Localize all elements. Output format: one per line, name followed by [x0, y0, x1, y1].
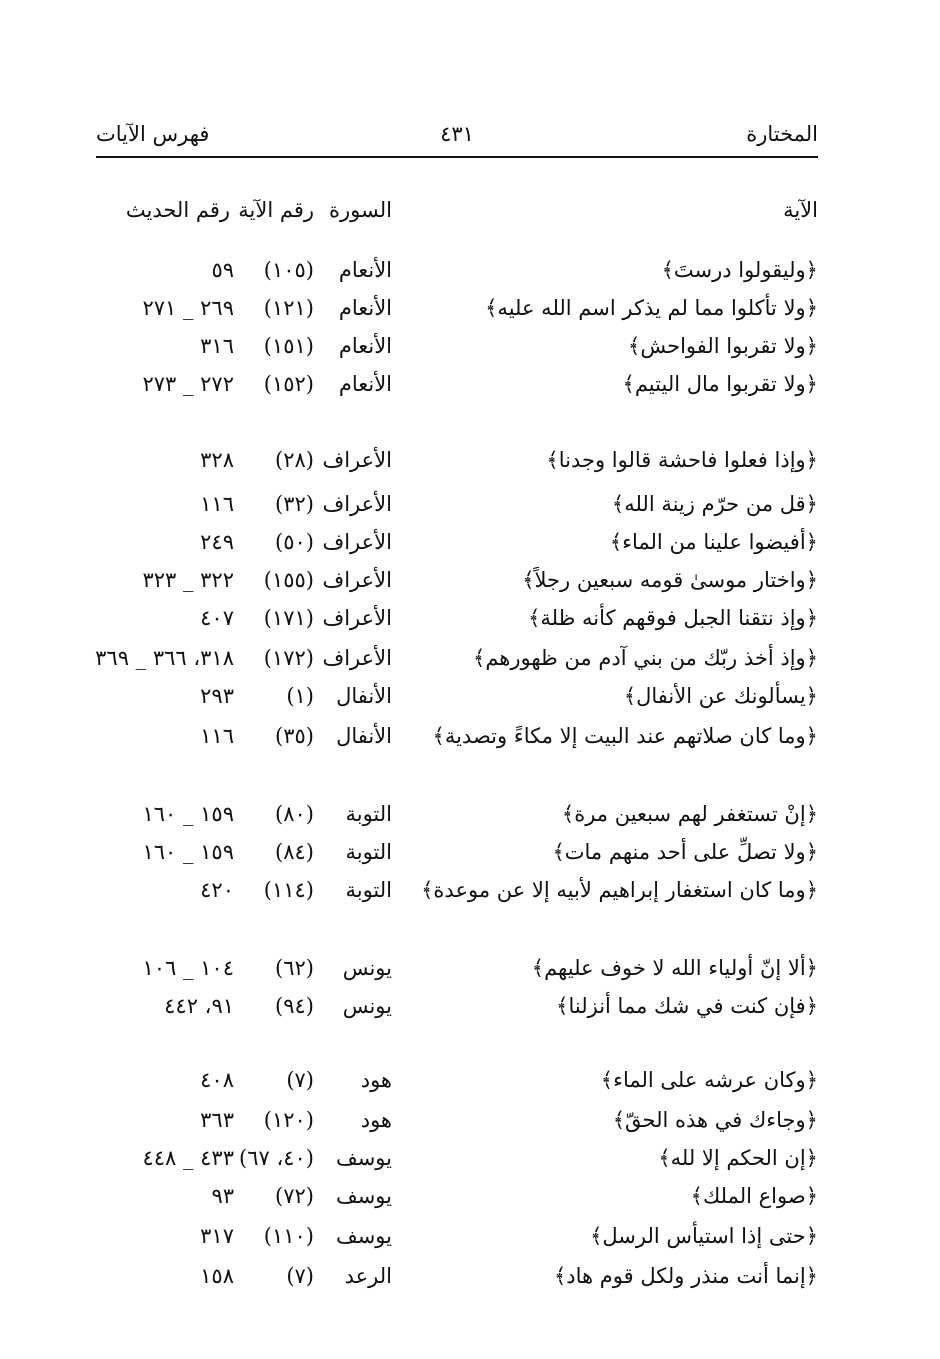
surah-name: الأنعام	[338, 372, 392, 396]
ayah-number: (٣٥)	[275, 724, 314, 748]
hadith-numbers: ٤٣٣ _ ٤٤٨	[142, 1146, 234, 1170]
surah-name: هود	[360, 1108, 392, 1132]
surah-name: الأعراف	[322, 530, 392, 554]
header-rule	[96, 156, 818, 158]
surah-name: الأعراف	[322, 492, 392, 516]
verse-text: ﴿وما كان صلاتهم عند البيت إلا مكاءً وتصدية﴾	[432, 724, 818, 748]
index-row	[0, 334, 940, 368]
hadith-numbers: ٩٣	[211, 1184, 234, 1208]
ayah-number: (٤٠، ٦٧)	[239, 1146, 314, 1170]
hadith-numbers: ١١٦	[200, 724, 234, 748]
ayah-number: (٣٢)	[275, 492, 314, 516]
ayah-number: (١١٠)	[263, 1224, 314, 1248]
index-row	[0, 878, 940, 912]
hadith-numbers: ٣١٦	[200, 334, 234, 358]
hadith-numbers: ٤٠٧	[200, 606, 234, 630]
hadith-numbers: ١٠٤ _ ١٠٦	[142, 956, 234, 980]
index-row	[0, 684, 940, 718]
verse-text: ﴿إنْ تستغفر لهم سبعين مرة﴾	[561, 802, 818, 826]
surah-name: يونس	[342, 994, 392, 1018]
index-row	[0, 530, 940, 564]
ayah-number: (١٢١)	[263, 296, 314, 320]
surah-name: الأنفال	[336, 684, 392, 708]
index-row	[0, 296, 940, 330]
hadith-numbers: ٣١٨، ٣٦٦ _ ٣٦٩	[95, 646, 234, 670]
ayah-number: (١٠٥)	[263, 258, 314, 282]
ayah-number: (٩٤)	[275, 994, 314, 1018]
index-row	[0, 956, 940, 990]
hadith-numbers: ٣٦٣	[200, 1108, 234, 1132]
verse-text: ﴿واختار موسىٰ قومه سبعين رجلاً﴾	[522, 568, 818, 592]
hadith-numbers: ٢٩٣	[200, 684, 234, 708]
verse-text: ﴿حتى إذا استيأس الرسل﴾	[590, 1224, 818, 1248]
verse-text: ﴿وجاءك في هذه الحقّ﴾	[612, 1108, 818, 1132]
ayah-number: (٥٠)	[275, 530, 314, 554]
verse-text: ﴿إن الحكم إلا لله﴾	[658, 1146, 818, 1170]
verse-text: ﴿إنما أنت منذر ولكل قوم هاد﴾	[553, 1264, 818, 1288]
verse-text: ﴿وإذ أخذ ربّك من بني آدم من ظهورهم﴾	[473, 646, 818, 670]
hadith-numbers: ١٥٩ _ ١٦٠	[142, 802, 234, 826]
column-header-surah: السورة	[329, 198, 392, 222]
verse-text: ﴿وإذا فعلوا فاحشة قالوا وجدنا﴾	[546, 448, 818, 472]
verse-text: ﴿ولا تقربوا مال اليتيم﴾	[622, 372, 818, 396]
hadith-numbers: ٤٠٨	[200, 1068, 234, 1092]
column-header-verse: الآية	[783, 198, 818, 222]
index-row	[0, 1224, 940, 1258]
hadith-numbers: ٢٦٩ _ ٢٧١	[142, 296, 234, 320]
hadith-numbers: ٢٧٢ _ ٢٧٣	[142, 372, 234, 396]
index-row	[0, 1146, 940, 1180]
index-row	[0, 994, 940, 1028]
surah-name: يونس	[342, 956, 392, 980]
index-row	[0, 802, 940, 836]
index-row	[0, 448, 940, 482]
surah-name: الأعراف	[322, 646, 392, 670]
surah-name: هود	[360, 1068, 392, 1092]
index-row	[0, 1184, 940, 1218]
ayah-number: (٧)	[286, 1264, 314, 1288]
index-row	[0, 1108, 940, 1142]
ayah-number: (١٧٢)	[263, 646, 314, 670]
hadith-numbers: ٣٢٢ _ ٣٢٣	[142, 568, 234, 592]
surah-name: الأنعام	[338, 258, 392, 282]
verse-text: ﴿أفيضوا علينا من الماء﴾	[609, 530, 818, 554]
verse-text: ﴿قل من حرّم زينة الله﴾	[611, 492, 818, 516]
verse-text: ﴿صواع الملك﴾	[690, 1184, 818, 1208]
ayah-number: (٢٨)	[275, 448, 314, 472]
surah-name: الأنفال	[336, 724, 392, 748]
index-row	[0, 372, 940, 406]
ayah-number: (١٥٥)	[263, 568, 314, 592]
verse-text: ﴿ألا إنّ أولياء الله لا خوف عليهم﴾	[531, 956, 818, 980]
surah-name: يوسف	[335, 1184, 392, 1208]
index-row	[0, 840, 940, 874]
index-row	[0, 646, 940, 680]
index-row	[0, 258, 940, 292]
hadith-numbers: ١١٦	[200, 492, 234, 516]
hadith-numbers: ٩١، ٤٤٢	[164, 994, 234, 1018]
column-header-hadith-number: رقم الحديث	[125, 198, 230, 222]
verse-text: ﴿ولا تصلِّ على أحد منهم مات﴾	[552, 840, 818, 864]
verse-text: ﴿وما كان استغفار إبراهيم لأبيه إلا عن موعدة﴾	[421, 878, 818, 902]
index-row	[0, 1264, 940, 1298]
surah-name: التوبة	[345, 802, 392, 826]
verse-text: ﴿ولا تأكلوا مما لم يذكر اسم الله عليه﴾	[485, 296, 818, 320]
verse-text: ﴿وكان عرشه على الماء﴾	[600, 1068, 818, 1092]
ayah-number: (٧٢)	[275, 1184, 314, 1208]
hadith-numbers: ٤٢٠	[200, 878, 234, 902]
ayah-number: (١٢٠)	[263, 1108, 314, 1132]
book-title: المختارة	[746, 122, 818, 146]
hadith-numbers: ٣٢٨	[200, 448, 234, 472]
ayah-number: (١٥١)	[263, 334, 314, 358]
hadith-numbers: ٥٩	[211, 258, 234, 282]
surah-name: التوبة	[345, 878, 392, 902]
verse-text: ﴿وإذ نتقنا الجبل فوقهم كأنه ظلة﴾	[528, 606, 818, 630]
ayah-number: (١٧١)	[263, 606, 314, 630]
verse-text: ﴿يسألونك عن الأنفال﴾	[623, 684, 818, 708]
ayah-number: (٨٠)	[275, 802, 314, 826]
surah-name: التوبة	[345, 840, 392, 864]
surah-name: الأعراف	[322, 568, 392, 592]
hadith-numbers: ٢٤٩	[200, 530, 234, 554]
surah-name: يوسف	[335, 1224, 392, 1248]
column-header-ayah-number: رقم الآية	[238, 198, 314, 222]
surah-name: الرعد	[344, 1264, 392, 1288]
surah-name: الأعراف	[322, 448, 392, 472]
index-row	[0, 1068, 940, 1102]
ayah-number: (١)	[286, 684, 314, 708]
section-title: فهرس الآيات	[96, 122, 210, 146]
hadith-numbers: ١٥٨	[200, 1264, 234, 1288]
surah-name: الأنعام	[338, 296, 392, 320]
ayah-number: (٧)	[286, 1068, 314, 1092]
index-row	[0, 606, 940, 640]
verse-text: ﴿ولا تقربوا الفواحش﴾	[628, 334, 818, 358]
hadith-numbers: ٣١٧	[200, 1224, 234, 1248]
surah-name: يوسف	[335, 1146, 392, 1170]
running-header	[96, 122, 818, 156]
ayah-number: (١٥٢)	[263, 372, 314, 396]
surah-name: الأعراف	[322, 606, 392, 630]
index-row	[0, 568, 940, 602]
verse-text: ﴿فإن كنت في شك مما أنزلنا﴾	[556, 994, 818, 1018]
ayah-number: (١١٤)	[263, 878, 314, 902]
ayah-number: (٨٤)	[275, 840, 314, 864]
verse-text: ﴿وليقولوا درستَ﴾	[661, 258, 818, 282]
page-number: ٤٣١	[440, 122, 474, 146]
index-row	[0, 724, 940, 758]
index-row	[0, 492, 940, 526]
ayah-number: (٦٢)	[275, 956, 314, 980]
surah-name: الأنعام	[338, 334, 392, 358]
hadith-numbers: ١٥٩ _ ١٦٠	[142, 840, 234, 864]
